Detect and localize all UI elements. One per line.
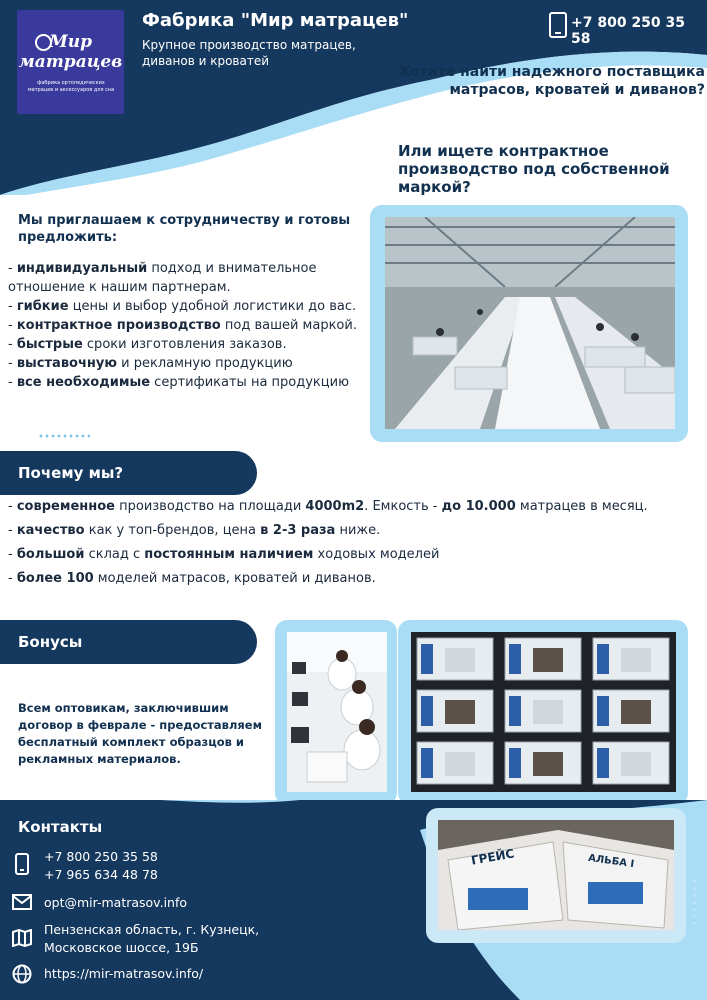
contact-address-line1: Пензенская область, г. Кузнецк, (44, 922, 260, 937)
brochure-photo-frame (426, 808, 686, 943)
brochure-label-2: АЛЬБА I (587, 852, 635, 871)
logo (17, 10, 124, 114)
brochure-label-1: ГРЕЙС (470, 846, 516, 868)
contact-address-line2: Московское шоссе, 19Б (44, 940, 199, 955)
question-supplier: Хотите найти надежного поставщика матрасов, кроватей и диванов? (399, 64, 705, 98)
why-us-heading: Почему мы? (0, 451, 257, 495)
page-subtitle: Крупное производство матрацев, диванов и кроватей (142, 38, 356, 68)
factory-photo (385, 217, 675, 429)
contact-website[interactable]: https://mir-matrasov.info/ (44, 966, 204, 981)
contact-email[interactable]: opt@mir-matrasov.info (44, 895, 188, 910)
header-phone[interactable]: +7 800 250 35 58 (571, 15, 686, 47)
offer-list (8, 259, 358, 392)
logo-subtitle: фабрика ортопедических матрацев и аксессуаров для сна (27, 80, 115, 93)
stock-photo-frame (398, 620, 688, 805)
offer-item: - все необходимые сертификаты на продукцию (8, 375, 350, 390)
offer-item: - контрактное производство под вашей маркой. (8, 318, 357, 333)
why-us-list (8, 495, 698, 591)
question-contract: Или ищете контрактное производство под собственной маркой? (398, 142, 670, 196)
decorative-dots (38, 434, 90, 438)
page-title: Фабрика "Мир матрацев" (142, 10, 409, 31)
invite-title: Мы приглашаем к сотрудничеству и готовы предложить: (18, 213, 351, 245)
contacts-heading: Контакты (18, 818, 103, 836)
office-photo-frame (275, 620, 397, 805)
why-item: - большой склад с постоянным наличием ходовых моделей (8, 547, 440, 562)
contact-phone-2[interactable]: +7 965 634 48 78 (44, 867, 158, 882)
why-item: - современное производство на площади 4000m2. Емкость - до 10.000 матрацев в месяц. (8, 499, 648, 514)
offer-item: - быстрые сроки изготовления заказов. (8, 337, 287, 352)
why-item: - более 100 моделей матрасов, кроватей и диванов. (8, 571, 376, 586)
brochure-photo (438, 820, 674, 930)
logo-line2: матрацев (18, 52, 123, 72)
stock-photo (411, 632, 676, 792)
email-icon (12, 894, 32, 910)
bonus-text: Всем оптовикам, заключившим договор в феврале - предоставляем бесплатный комплект образцов и рекламных материалов. (18, 701, 262, 766)
factory-photo-frame (370, 205, 688, 442)
phone-icon (549, 12, 567, 38)
logo-line1: Мир (48, 32, 93, 52)
decorative-dots (692, 878, 697, 924)
offer-item: - гибкие цены и выбор удобной логистики до вас. (8, 299, 357, 314)
globe-icon (12, 964, 32, 984)
bonus-heading: Бонусы (0, 620, 257, 664)
map-icon (12, 929, 32, 947)
offer-item: - индивидуальный подход и внимательное отношение к нашим партнерам. (8, 261, 317, 295)
why-item: - качество как у топ-брендов, цена в 2-3 раза ниже. (8, 523, 381, 538)
office-photo (287, 632, 387, 792)
offer-item: - выставочную и рекламную продукцию (8, 356, 293, 371)
mobile-phone-icon (14, 853, 30, 875)
contact-phone-1[interactable]: +7 800 250 35 58 (44, 849, 158, 864)
